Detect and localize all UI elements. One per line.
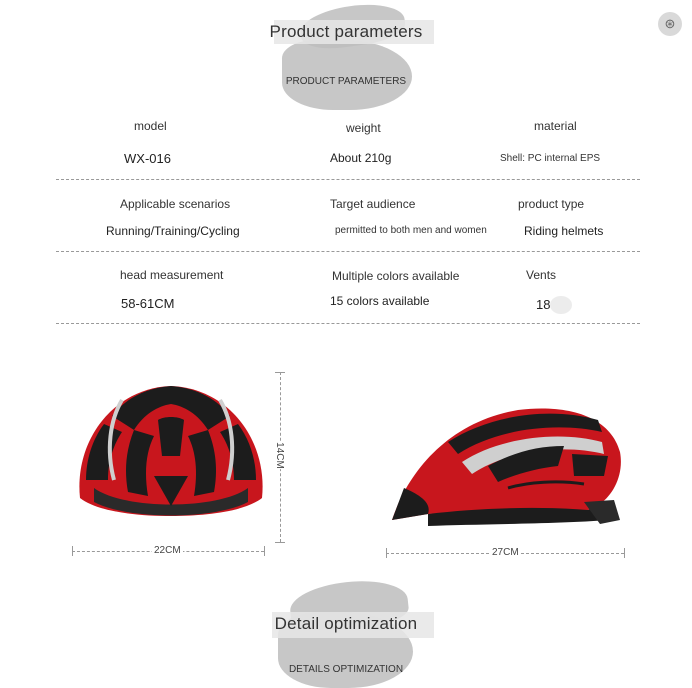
dimension-tick — [72, 546, 73, 556]
head-measurement-value: 58-61CM — [121, 296, 175, 311]
dimension-tick — [275, 542, 285, 543]
vents-value-smudge — [550, 296, 572, 314]
scenarios-value: Running/Training/Cycling — [106, 224, 240, 238]
helmet-front-image — [74, 380, 268, 520]
page-subtitle: PRODUCT PARAMETERS — [285, 76, 407, 87]
audience-value: permitted to both men and women — [335, 225, 487, 236]
vents-label: Vents — [526, 268, 557, 282]
weight-label: weight — [346, 121, 381, 135]
image-tag-icon[interactable]: ⊛ — [658, 12, 682, 36]
side-length-label: 27CM — [492, 547, 519, 558]
colors-value: 15 colors available — [330, 294, 430, 308]
header-decoration-blob-lower — [282, 40, 412, 110]
spec-divider — [56, 251, 640, 252]
scenarios-label: Applicable scenarios — [120, 197, 231, 211]
dimension-tick — [275, 372, 285, 373]
helmet-side-image — [388, 402, 628, 532]
section-subtitle-detail: DETAILS OPTIMIZATION — [288, 664, 404, 675]
type-value: Riding helmets — [524, 224, 604, 238]
dimension-tick — [386, 548, 387, 558]
head-measurement-label: head measurement — [120, 268, 224, 282]
spec-divider — [56, 179, 640, 180]
audience-label: Target audience — [330, 197, 416, 211]
front-width-label: 22CM — [154, 545, 181, 556]
colors-label: Multiple colors available — [332, 269, 460, 283]
dimension-tick — [264, 546, 265, 556]
model-value: WX-016 — [124, 151, 171, 166]
section-title-detail: Detail optimization — [274, 614, 418, 633]
type-label: product type — [518, 197, 585, 211]
spec-divider — [56, 323, 640, 324]
page-title: Product parameters — [269, 22, 423, 41]
model-label: model — [134, 119, 167, 133]
material-value: Shell: PC internal EPS — [500, 153, 601, 164]
dimension-tick — [624, 548, 625, 558]
vents-value: 18 — [536, 297, 551, 312]
front-height-label: 14CM — [273, 442, 285, 469]
material-label: material — [534, 119, 577, 133]
weight-value: About 210g — [330, 151, 392, 165]
